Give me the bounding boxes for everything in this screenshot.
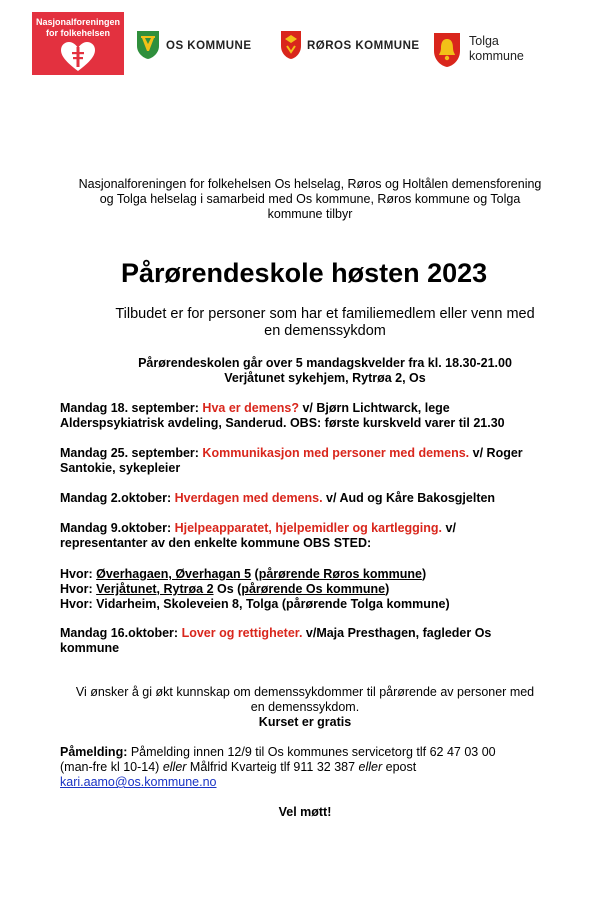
subtitle-line2: en demenssykdom (264, 323, 386, 339)
session-4-speaker: v/ (442, 521, 456, 535)
schedule-line2: Verjåtunet sykehjem, Rytrøa 2, Os (224, 371, 426, 385)
os-coat-of-arms-icon (136, 30, 160, 60)
signup-label: Påmelding: (60, 745, 128, 759)
location-1-who: pårørende Røros kommune (258, 567, 422, 581)
page-title: Pårørendeskole høsten 2023 (121, 258, 488, 288)
location-2-prefix: Hvor: (60, 582, 97, 596)
schedule-info (90, 356, 560, 386)
session-2-line2: Santokie, sykepleier (60, 461, 181, 475)
session-3-topic: Hverdagen med demens. (174, 491, 323, 505)
location-2 (60, 582, 580, 597)
location-2-end: ) (385, 582, 390, 596)
intro-paragraph (40, 177, 580, 222)
heart-cross-icon (60, 42, 96, 72)
intro-line3: kommune tilbyr (267, 207, 353, 221)
location-1-rest: ( (251, 567, 259, 581)
session-1-date: Mandag 18. september: (60, 401, 199, 415)
closing-line1: Vi ønsker å gi økt kunnskap om demenssykdommer til pårørende av personer med (75, 685, 535, 699)
session-5-line2: kommune (60, 641, 120, 655)
nasjonalforeningen-logo (32, 12, 124, 75)
session-2-date: Mandag 25. september: (60, 446, 199, 460)
session-5-speaker: v/Maja Presthagen, fagleder Os (302, 626, 492, 640)
tolga-logo-line1: Tolga (469, 34, 499, 48)
location-1-place: Øverhagaen, Øverhagan 5 (96, 567, 252, 581)
session-5-topic: Lover og rettigheter. (181, 626, 303, 640)
subtitle (90, 306, 560, 340)
session-1-topic: Hva er demens? (202, 401, 299, 415)
location-2-place: Verjåtunet, Rytrøa 2 (96, 582, 214, 596)
session-3 (60, 491, 580, 506)
location-1-end: ) (421, 567, 427, 581)
tolga-logo-line2: kommune (469, 49, 524, 63)
session-1-speaker: v/ Bjørn Lichtwarck, lege (299, 401, 450, 415)
session-2-speaker: v/ Roger (469, 446, 523, 460)
location-2-rest: Os ( (213, 582, 242, 596)
closing-paragraph (40, 685, 570, 730)
session-4 (60, 521, 580, 551)
signup-or-1: eller (162, 760, 187, 774)
roros-kommune-logo-text: RØROS KOMMUNE (307, 40, 420, 52)
session-2-topic: Kommunikasjon med personer med demens. (202, 446, 470, 460)
session-3-speaker: v/ Aud og Kåre Bakosgjelten (322, 491, 496, 505)
session-1-line2: Alderspsykiatrisk avdeling, Sanderud. OBS: første kurskveld varer til 21.30 (60, 416, 505, 430)
os-kommune-logo-text: OS KOMMUNE (166, 40, 252, 52)
roros-coat-of-arms-icon (280, 30, 302, 60)
welcome-text: Vel møtt! (278, 805, 332, 819)
session-5-date: Mandag 16.oktober: (60, 626, 179, 640)
signup-line2-epost: epost (382, 760, 417, 774)
session-4-topic: Hjelpeapparatet, hjelpemidler og kartlegging. (174, 521, 443, 535)
session-4-date: Mandag 9.oktober: (60, 521, 172, 535)
schedule-line1: Pårørendeskolen går over 5 mandagskvelder fra kl. 18.30-21.00 (138, 356, 512, 370)
tolga-coat-of-arms-icon (433, 32, 461, 68)
session-4-line2: representanter av den enkelte kommune OBS STED: (60, 536, 372, 550)
signup-section (60, 745, 580, 790)
location-2-who: pårørende Os kommune (241, 582, 386, 596)
nasjonalforeningen-logo-line2: for folkehelsen (45, 28, 110, 38)
course-free-text: Kurset er gratis (258, 715, 352, 729)
nasjonalforeningen-logo-line1: Nasjonalforeningen (35, 17, 120, 27)
signup-or-2: eller (358, 760, 383, 774)
signup-line2-contact: Målfrid Kvarteig tlf 911 32 387 (186, 760, 359, 774)
location-1 (60, 567, 580, 582)
intro-line2: og Tolga helselag i samarbeid med Os kommune, Røros kommune og Tolga (99, 192, 521, 206)
session-1 (60, 401, 580, 431)
location-3: Hvor: Vidarheim, Skoleveien 8, Tolga (pårørende Tolga kommune) (60, 597, 450, 611)
signup-line2-hours: (man-fre kl 10-14) (60, 760, 163, 774)
location-1-prefix: Hvor: (60, 567, 97, 581)
closing-line2: en demenssykdom. (250, 700, 360, 714)
session-2 (60, 446, 580, 476)
locations (60, 567, 580, 612)
intro-line1: Nasjonalforeningen for folkehelsen Os helselag, Røros og Holtålen demensforening (78, 177, 542, 191)
email-link[interactable]: kari.aamo@os.kommune.no (60, 775, 217, 789)
subtitle-line1: Tilbudet er for personer som har et familiemedlem eller venn med (115, 306, 535, 322)
signup-line1: Påmelding innen 12/9 til Os kommunes servicetorg tlf 62 47 03 00 (127, 745, 496, 759)
session-3-date: Mandag 2.oktober: (60, 491, 172, 505)
session-5 (60, 626, 580, 656)
